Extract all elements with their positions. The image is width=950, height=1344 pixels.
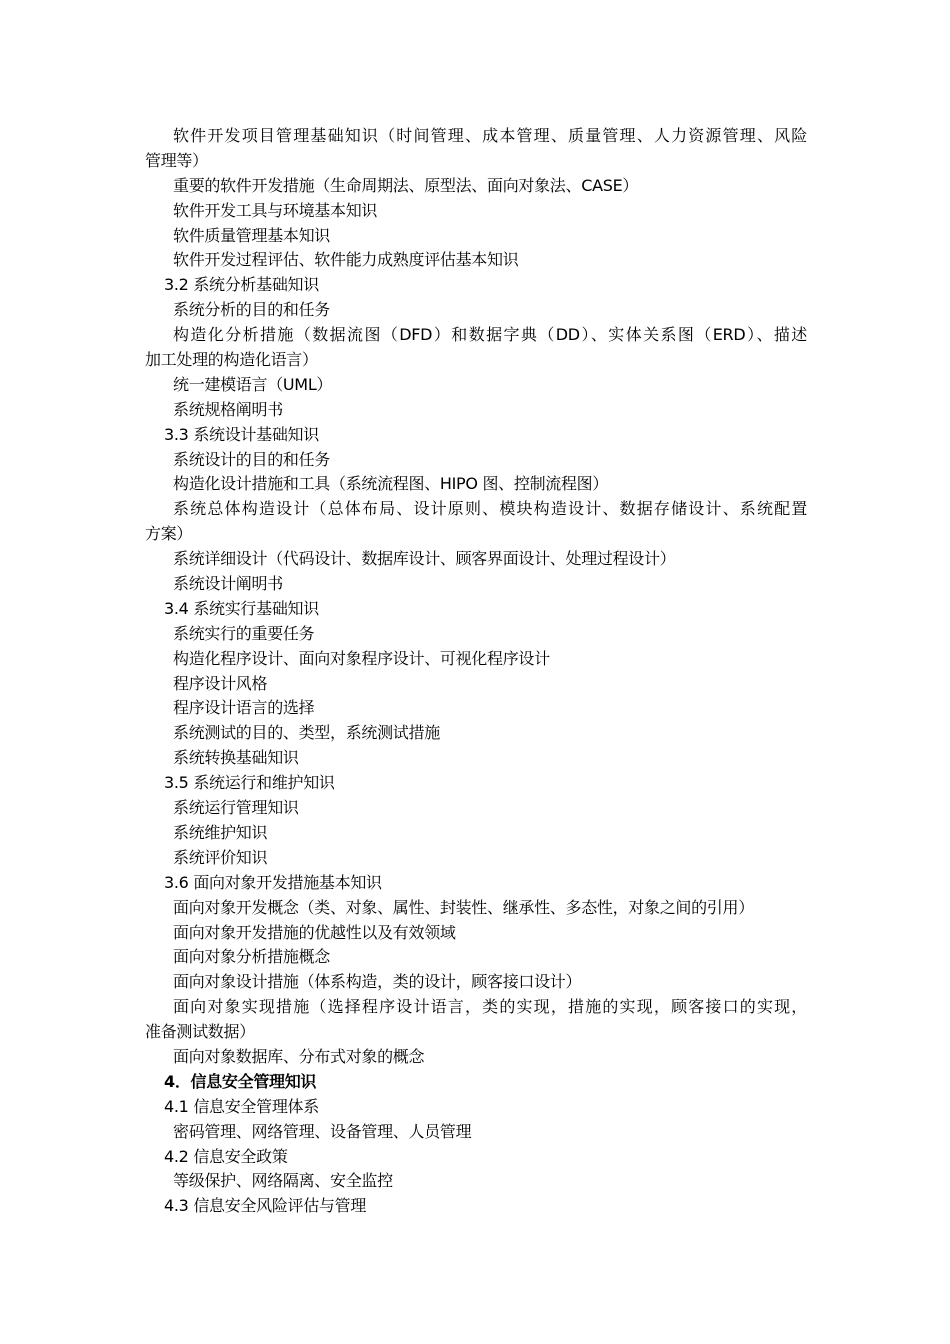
text-line: 系统分析的目的和任务	[173, 300, 331, 320]
text-line: 系统测试的目的、类型，系统测试措施	[173, 723, 440, 743]
text-line: 系统实行的重要任务	[173, 623, 315, 643]
section-heading: 3.2 系统分析基础知识	[164, 275, 319, 295]
text-line: 构造化设计措施和工具（系统流程图、HIPO 图、控制流程图）	[173, 474, 609, 494]
text-line: 系统设计阐明书	[173, 574, 283, 594]
section-heading: 4.1 信息安全管理体系	[164, 1096, 319, 1116]
text-line-continuation: 加工处理的构造化语言）	[145, 350, 318, 370]
text-line: 统一建模语言（UML）	[173, 374, 333, 394]
text-line: 等级保护、网络隔离、安全监控	[173, 1171, 393, 1191]
text-line: 密码管理、网络管理、设备管理、人员管理	[173, 1121, 472, 1141]
text-line-wrapped: 面向对象实现措施（选择程序设计语言，类的实现，措施的实现，顾客接口的实现，	[173, 997, 807, 1017]
section-heading: 3.4 系统实行基础知识	[164, 598, 319, 618]
section-heading: 4.2 信息安全政策	[164, 1146, 288, 1166]
text-line: 面向对象开发措施的优越性以及有效领域	[173, 922, 456, 942]
text-line: 软件质量管理基本知识	[173, 225, 331, 245]
text-line-continuation: 方案）	[145, 524, 193, 544]
text-line-wrapped: 软件开发项目管理基础知识（时间管理、成本管理、质量管理、人力资源管理、风险	[173, 126, 807, 145]
document-page	[0, 124, 950, 1219]
text-line: 面向对象开发概念（类、对象、属性、封装性、继承性、多态性，对象之间的引用）	[173, 897, 754, 917]
text-line: 重要的软件开发措施（生命周期法、原型法、面向对象法、CASE）	[173, 175, 639, 195]
text-line: 系统详细设计（代码设计、数据库设计、顾客界面设计、处理过程设计）	[173, 549, 676, 569]
text-line: 面向对象设计措施（体系构造，类的设计，顾客接口设计）	[173, 972, 582, 992]
text-line: 系统转换基础知识	[173, 748, 299, 768]
text-line: 系统运行管理知识	[173, 798, 299, 818]
chapter-heading: 4．信息安全管理知识	[164, 1071, 317, 1091]
text-line: 软件开发工具与环境基本知识	[173, 200, 378, 220]
text-line: 程序设计风格	[173, 673, 268, 693]
text-line: 系统设计的目的和任务	[173, 449, 331, 469]
section-heading: 3.3 系统设计基础知识	[164, 424, 319, 444]
section-heading: 3.5 系统运行和维护知识	[164, 773, 335, 793]
document-body	[0, 124, 950, 1219]
text-line: 构造化程序设计、面向对象程序设计、可视化程序设计	[173, 648, 550, 668]
text-line-wrapped: 系统总体构造设计（总体布局、设计原则、模块构造设计、数据存储设计、系统配置	[173, 499, 807, 519]
section-heading: 3.6 面向对象开发措施基本知识	[164, 872, 382, 892]
text-line-continuation: 管理等）	[145, 150, 208, 170]
text-line: 面向对象数据库、分布式对象的概念	[173, 1046, 425, 1066]
text-line: 程序设计语言的选择	[173, 698, 315, 718]
text-line: 系统维护知识	[173, 822, 268, 842]
text-line-wrapped: 构造化分析措施（数据流图（DFD）和数据字典（DD）、实体关系图（ERD）、描述	[173, 325, 807, 345]
text-line: 面向对象分析措施概念	[173, 947, 331, 967]
text-line-continuation: 准备测试数据）	[145, 1022, 255, 1042]
text-line: 系统规格阐明书	[173, 399, 283, 419]
text-line: 系统评价知识	[173, 847, 268, 867]
section-heading: 4.3 信息安全风险评估与管理	[164, 1196, 367, 1216]
text-line: 软件开发过程评估、软件能力成熟度评估基本知识	[173, 250, 519, 270]
